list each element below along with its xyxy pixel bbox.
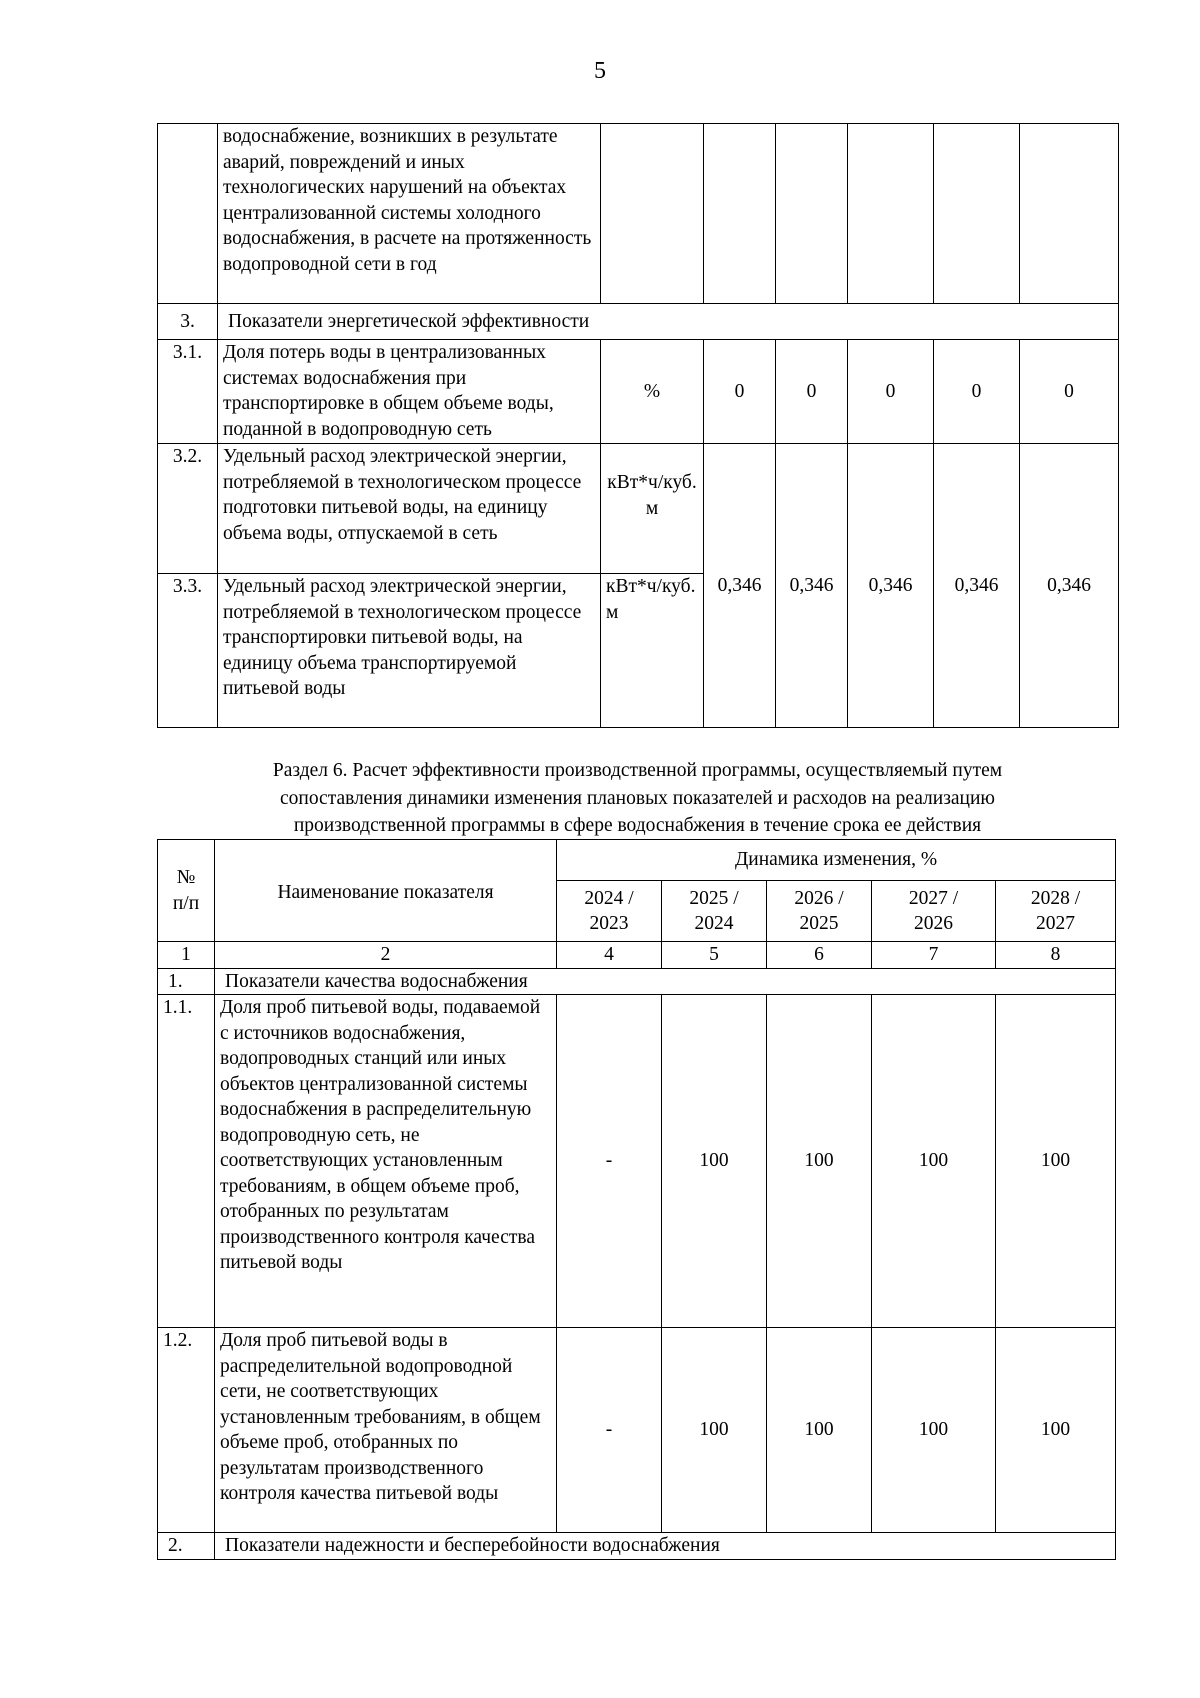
header-period: 2024 / 2023 (557, 881, 662, 942)
value-cell: 100 (662, 1328, 767, 1533)
unit-cell: кВт*ч/куб. м (601, 444, 704, 574)
group-row (158, 1533, 1116, 1560)
unit-cell: % (601, 340, 704, 444)
value-cell: 100 (767, 1328, 872, 1533)
title-line: Раздел 6. Расчет эффективности производственной программы, осуществляемый путем (272, 760, 1003, 781)
indicators-table-continued (157, 123, 1119, 728)
value-cell: 0 (704, 340, 776, 444)
header-name: Наименование показателя (215, 840, 557, 942)
value-cell (704, 124, 776, 304)
indicator-name: водоснабжение, возникших в результате аварий, повреждений и иных технологических нарушений на объектах централизованной системы холодного водоснабжения, в расчете на протяженность водопроводной сети в год (218, 124, 601, 304)
header-period: 2025 / 2024 (662, 881, 767, 942)
value-cell (934, 124, 1020, 304)
value-cell: 0,346 (776, 444, 848, 728)
table-row (158, 995, 1116, 1328)
column-number: 2 (215, 942, 557, 969)
value-cell: 100 (662, 995, 767, 1328)
value-cell: 100 (996, 995, 1116, 1328)
indicator-name: Удельный расход электрической энергии, потребляемой в технологическом процессе подготовки питьевой воды, на единицу объема воды, отпускаемой в сеть (218, 444, 601, 574)
row-number: 1. (158, 968, 215, 995)
table-row (158, 340, 1119, 444)
value-cell: - (557, 1328, 662, 1533)
header-num: № п/п (158, 840, 215, 942)
value-cell (1020, 124, 1119, 304)
row-number: 3. (158, 304, 218, 340)
value-cell: 0,346 (848, 444, 934, 728)
column-number: 7 (872, 942, 996, 969)
value-cell (776, 124, 848, 304)
page-number: 5 (594, 58, 606, 84)
title-line: сопоставления динамики изменения плановых показателей и расходов на реализацию (279, 787, 996, 809)
efficiency-table (157, 839, 1116, 1560)
column-number: 1 (158, 942, 215, 969)
column-number: 5 (662, 942, 767, 969)
value-cell: 100 (872, 995, 996, 1328)
indicator-name: Доля проб питьевой воды в распределительной водопроводной сети, не соответствующих установленным требованиям, в общем объеме проб, отобранных по результатам производственного контроля качества питьевой воды (215, 1328, 557, 1533)
row-number: 3.2. (158, 444, 218, 574)
group-row (158, 968, 1116, 995)
value-cell: - (557, 995, 662, 1328)
group-title: Показатели надежности и бесперебойности водоснабжения (215, 1533, 1116, 1560)
value-cell: 100 (872, 1328, 996, 1533)
row-number: 1.2. (158, 1328, 215, 1533)
indicator-name: Доля потерь воды в централизованных системах водоснабжения при транспортировке в общем объеме воды, поданной в водопроводную сеть (218, 340, 601, 444)
row-number: 2. (158, 1533, 215, 1560)
row-number: 1.1. (158, 995, 215, 1328)
value-cell: 0,346 (704, 444, 776, 728)
indicator-name: Удельный расход электрической энергии, потребляемой в технологическом процессе транспортировки питьевой воды, на единицу объема транспортируемой питьевой воды (218, 574, 601, 728)
table-row (158, 124, 1119, 304)
group-title: Показатели энергетической эффективности (218, 304, 1119, 340)
unit-cell: кВт*ч/куб. м (601, 574, 704, 728)
value-cell (848, 124, 934, 304)
value-cell: 0 (1020, 340, 1119, 444)
column-number: 4 (557, 942, 662, 969)
column-numbers-row (158, 942, 1116, 969)
table-row (158, 444, 1119, 574)
header-period: 2028 / 2027 (996, 881, 1116, 942)
value-cell: 100 (767, 995, 872, 1328)
unit-cell (601, 124, 704, 304)
header-period: 2026 / 2025 (767, 881, 872, 942)
value-cell: 0 (848, 340, 934, 444)
title-line: производственной программы в сфере водоснабжения в течение срока ее действия (293, 815, 982, 836)
column-number: 8 (996, 942, 1116, 969)
header-dynamics: Динамика изменения, % (557, 840, 1116, 881)
indicator-name: Доля проб питьевой воды, подаваемой с источников водоснабжения, водопроводных станций или иных объектов централизованной системы водоснабжения в распределительную водопроводную сеть, не соответствующих установленным требованиям, в общем объеме проб, отобранных по результатам производственного контроля качества питьевой воды (215, 995, 557, 1328)
section-6-title (160, 757, 1115, 840)
value-cell: 0 (776, 340, 848, 444)
row-number: 3.3. (158, 574, 218, 728)
value-cell: 100 (996, 1328, 1116, 1533)
header-period: 2027 / 2026 (872, 881, 996, 942)
group-row (158, 304, 1119, 340)
group-title: Показатели качества водоснабжения (215, 968, 1116, 995)
value-cell: 0,346 (934, 444, 1020, 728)
column-number: 6 (767, 942, 872, 969)
value-cell: 0 (934, 340, 1020, 444)
row-number (158, 124, 218, 304)
header-row (158, 840, 1116, 881)
row-number: 3.1. (158, 340, 218, 444)
value-cell: 0,346 (1020, 444, 1119, 728)
table-row (158, 1328, 1116, 1533)
